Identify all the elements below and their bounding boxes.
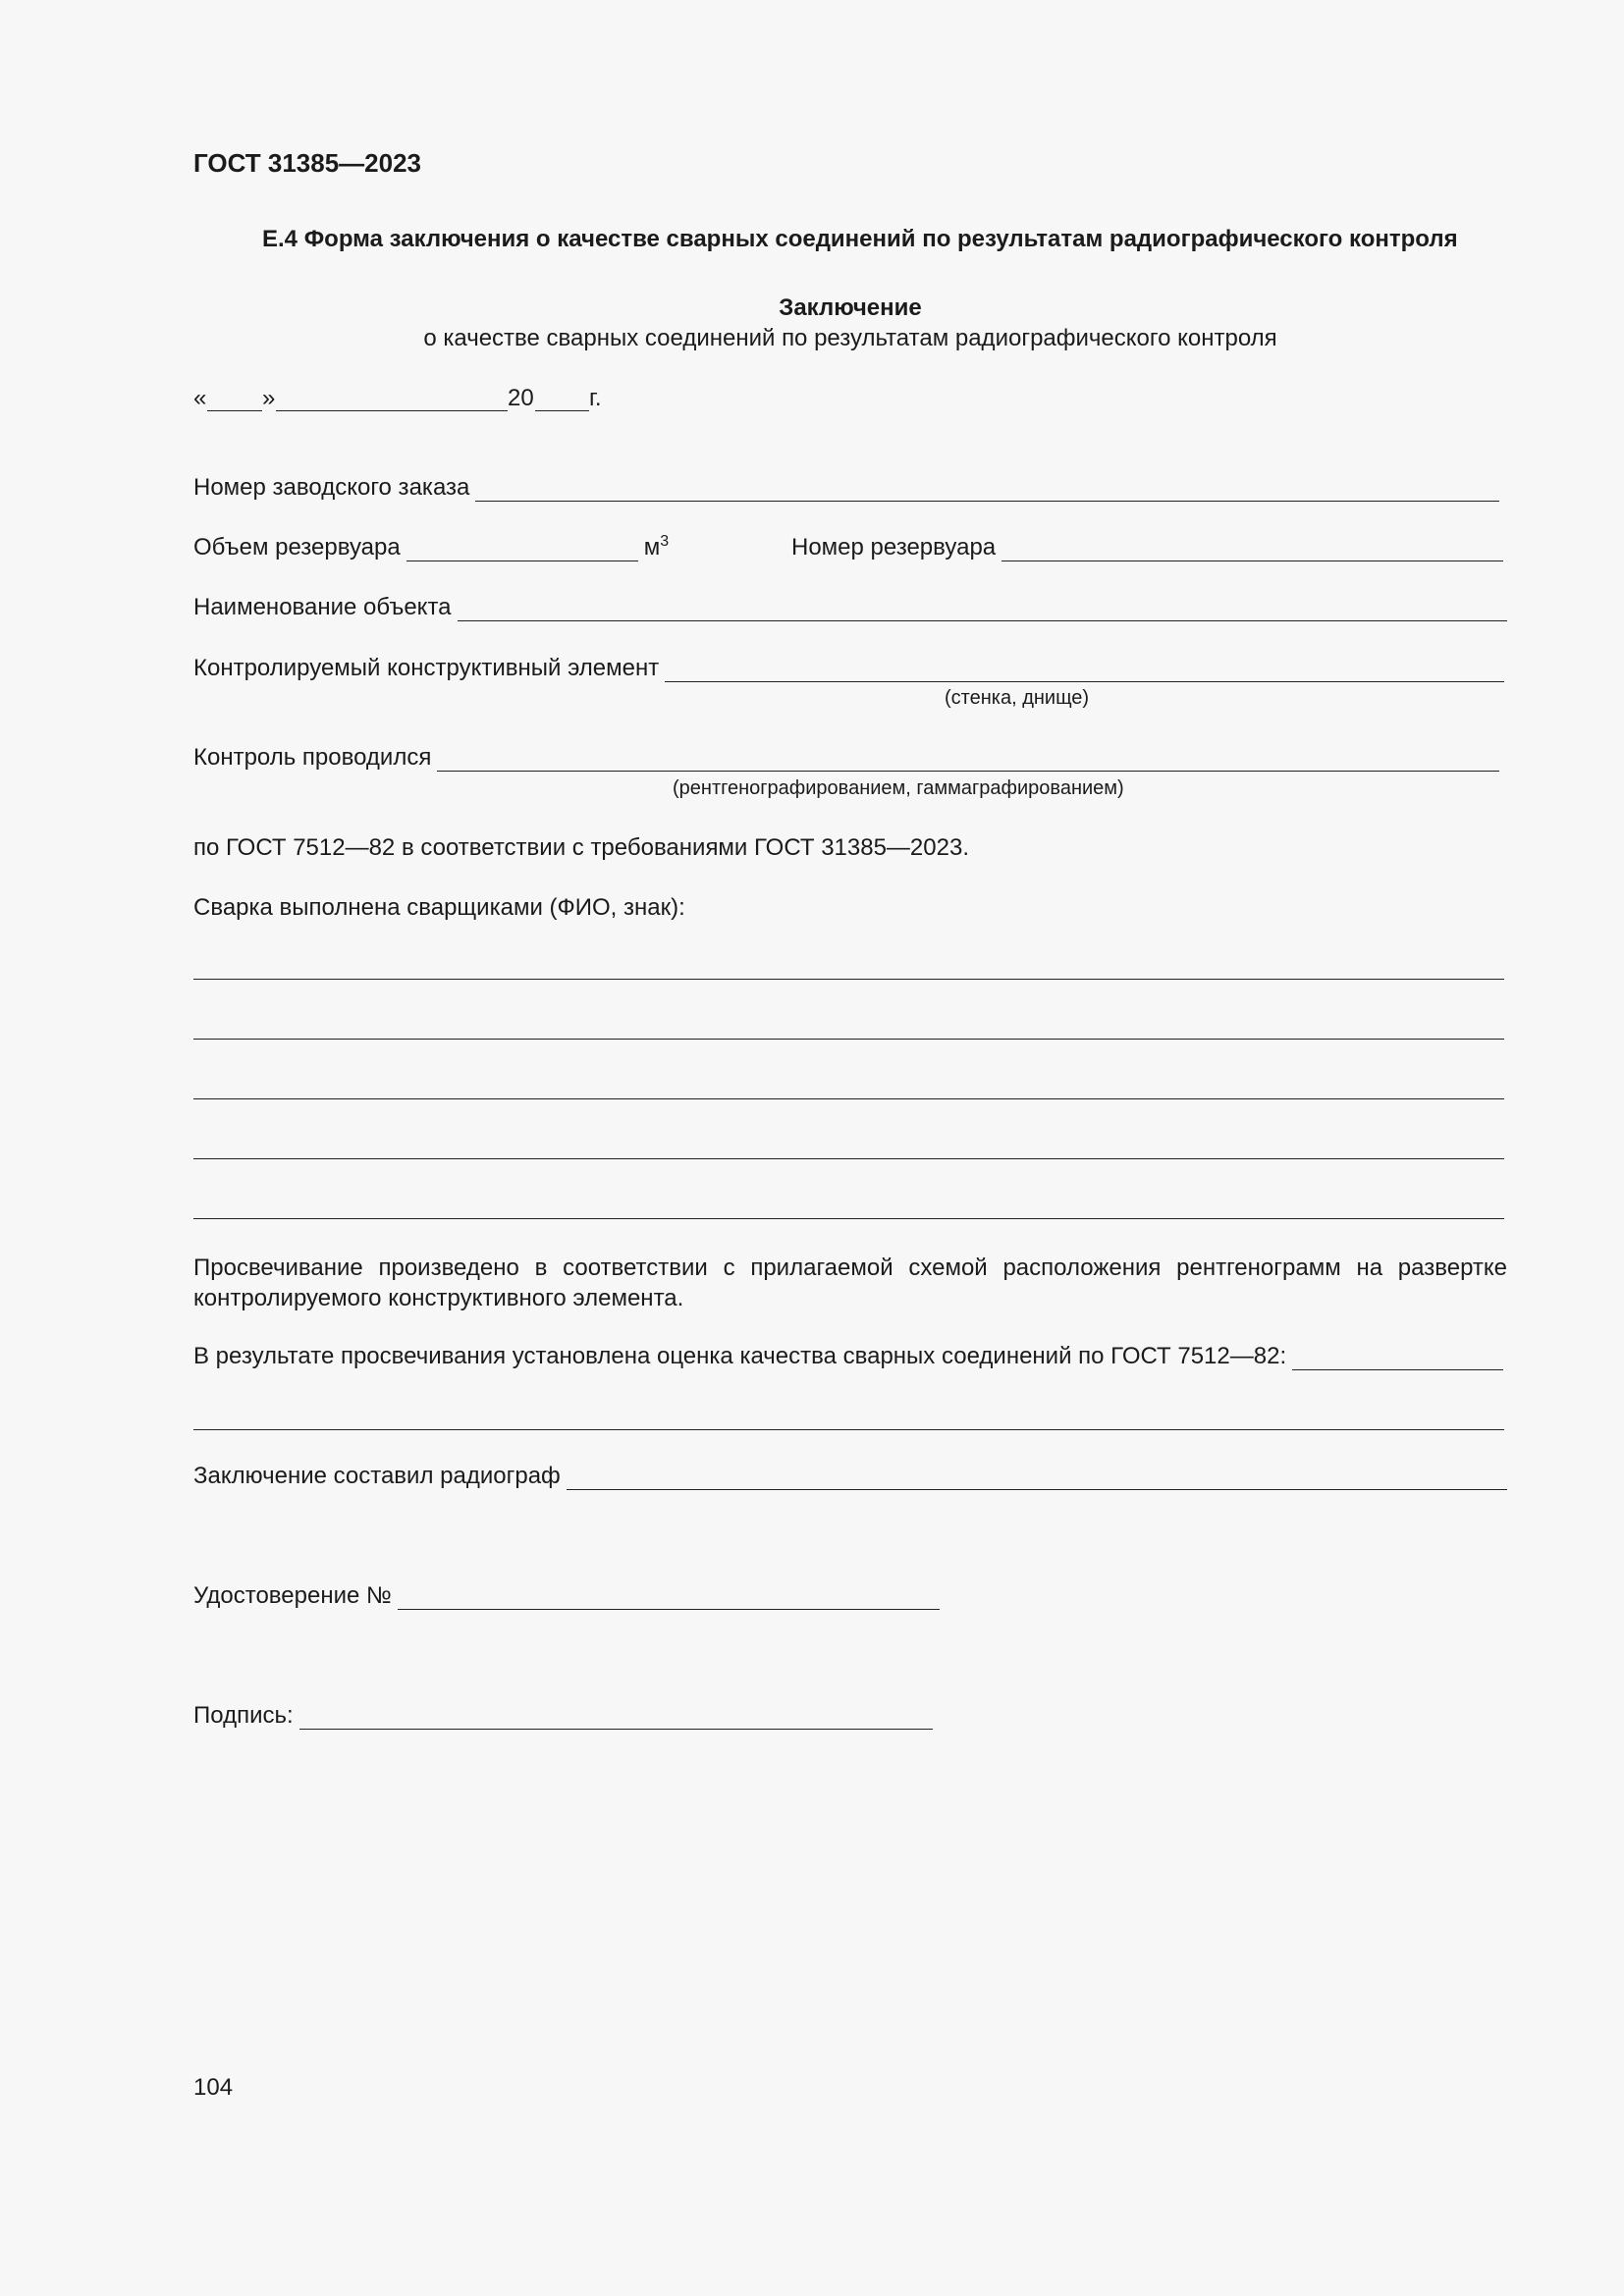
welder-line-5[interactable]: [193, 1218, 1504, 1219]
result-row: [193, 1343, 1503, 1370]
certificate-row: [193, 1582, 940, 1610]
result-field[interactable]: [1292, 1348, 1503, 1370]
order-number-field[interactable]: [475, 479, 1499, 502]
author-row: [193, 1463, 1507, 1490]
signature-field[interactable]: [299, 1707, 933, 1730]
certificate-field[interactable]: [398, 1587, 940, 1610]
date-open-quote: «: [193, 385, 207, 411]
volume-unit: $м^3$: [643, 533, 670, 561]
standards-text: по ГОСТ 7512—82 в соответствии с требованиями ГОСТ 31385—2023.: [193, 834, 969, 861]
method-hint: (рентгенографированием, гаммаграфированием): [673, 777, 1124, 799]
method-row: [193, 744, 1499, 772]
date-close-quote: »: [262, 385, 276, 411]
welder-line-1[interactable]: [193, 979, 1504, 980]
date-year-field[interactable]: [535, 410, 589, 411]
result-line-2[interactable]: [193, 1429, 1504, 1430]
date-century: 20: [508, 385, 534, 411]
signature-label: Подпись:: [193, 1702, 294, 1729]
welders-label: Сварка выполнена сварщиками (ФИО, знак):: [193, 894, 685, 921]
element-row: [193, 655, 1504, 682]
welder-line-3[interactable]: [193, 1098, 1504, 1099]
welder-line-2[interactable]: [193, 1039, 1504, 1040]
welder-line-4[interactable]: [193, 1158, 1504, 1159]
method-field[interactable]: [437, 749, 1499, 772]
date-month-field[interactable]: [276, 410, 508, 411]
radiography-paragraph: Просвечивание произведено в соответствии с прилагаемой схемой расположения рентгенограмм на развертке контролируемого конструктивного элемента.: [193, 1255, 1507, 1311]
page-number: 104: [193, 2074, 234, 2101]
date-day-field[interactable]: [207, 410, 262, 411]
tank-number-label: Номер резервуара: [791, 534, 997, 561]
form-subtitle: о качестве сварных соединений по результатам радиографического контроля: [423, 325, 1277, 351]
element-field[interactable]: [665, 660, 1504, 682]
tank-number-field[interactable]: [1001, 539, 1503, 561]
element-label: Контролируемый конструктивный элемент: [193, 655, 660, 681]
section-title: Е.4 Форма заключения о качестве сварных соединений по результатам радиографического контроля: [262, 226, 1458, 252]
volume-field[interactable]: [406, 539, 638, 561]
document-code: ГОСТ 31385—2023: [193, 148, 421, 178]
tank-number-row: [791, 534, 1503, 561]
date-year-suffix: г.: [589, 385, 602, 411]
author-label: Заключение составил радиограф: [193, 1463, 561, 1489]
order-number-label: Номер заводского заказа: [193, 474, 470, 501]
object-name-field[interactable]: [458, 599, 1507, 621]
method-label: Контроль проводился: [193, 744, 432, 771]
element-hint: (стенка, днище): [945, 687, 1090, 709]
order-number-row: [193, 474, 1499, 502]
volume-label: Объем резервуара: [193, 534, 401, 561]
form-title: Заключение: [779, 294, 922, 321]
object-name-label: Наименование объекта: [193, 594, 452, 620]
signature-row: [193, 1702, 933, 1730]
certificate-label: Удостоверение №: [193, 1582, 392, 1609]
author-field[interactable]: [567, 1468, 1507, 1490]
object-name-row: [193, 594, 1507, 621]
result-label: В результате просвечивания установлена оценка качества сварных соединений по ГОСТ 7512—82:: [193, 1343, 1287, 1369]
volume-row: [193, 534, 684, 561]
